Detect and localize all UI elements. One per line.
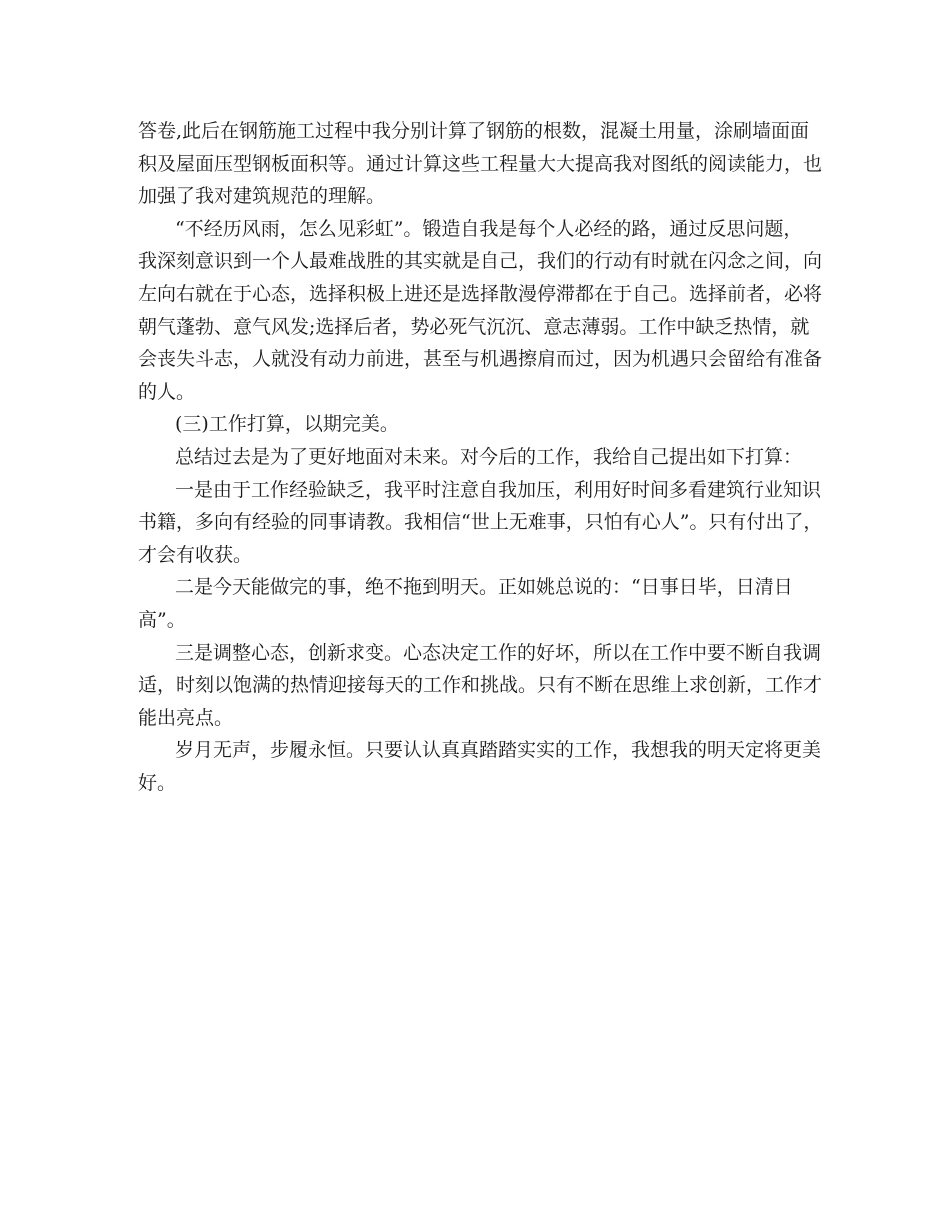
- text-line: “不经历风雨，怎么见彩虹”。锻造自我是每个人必经的路，通过反思问题，: [175, 217, 803, 240]
- text-line: 朝气蓬勃、意气风发;选择后者，势必死气沉沉、意志薄弱。工作中缺乏热情，就: [138, 315, 810, 338]
- text-line: 岁月无声，步履永恒。只要认认真真踏踏实实的工作，我想我的明天定将更美: [175, 739, 822, 762]
- text-line: 一是由于工作经验缺乏，我平时注意自我加压，利用好时间多看建筑行业知识: [175, 478, 822, 501]
- text-line: 积及屋面压型钢板面积等。通过计算这些工程量大大提高我对图纸的阅读能力，也: [138, 152, 823, 175]
- text-line: 二是今天能做完的事，绝不拖到明天。正如姚总说的：“日事日毕，日清日: [175, 576, 793, 599]
- text-line: 答卷,此后在钢筋施工过程中我分别计算了钢筋的根数，混凝土用量，涂刷墙面面: [138, 120, 810, 142]
- text-line: 能出亮点。: [138, 706, 234, 729]
- text-line: 才会有收获。: [138, 543, 253, 566]
- text-line: 高”。: [138, 608, 186, 631]
- text-line: 好。: [138, 771, 177, 794]
- text-line: 左向右就在于心态，选择积极上进还是选择散漫停滞都在于自己。选择前者，必将: [138, 282, 823, 305]
- text-line: 三是调整心态，创新求变。心态决定工作的好坏，所以在工作中要不断自我调: [175, 641, 822, 664]
- section-heading: (三)工作打算，以期完美。: [175, 413, 399, 436]
- document-body: [138, 115, 823, 799]
- text-line: 我深刻意识到一个人最难战胜的其实就是自己，我们的行动有时就在闪念之间，向: [138, 250, 823, 273]
- text-line: 加强了我对建筑规范的理解。: [138, 185, 386, 208]
- text-line: 的人。: [138, 380, 196, 403]
- text-line: 适，时刻以饱满的热情迎接每天的工作和挑战。只有不断在思维上求创新，工作才: [138, 674, 823, 697]
- text-line: 总结过去是为了更好地面对未来。对今后的工作，我给自己提出如下打算：: [175, 445, 803, 468]
- text-line: 会丧失斗志，人就没有动力前进，甚至与机遇擦肩而过，因为机遇只会留给有准备: [138, 348, 823, 371]
- text-line: 书籍，多向有经验的同事请教。我相信“世上无难事，只怕有心人”。只有付出了，: [138, 511, 823, 534]
